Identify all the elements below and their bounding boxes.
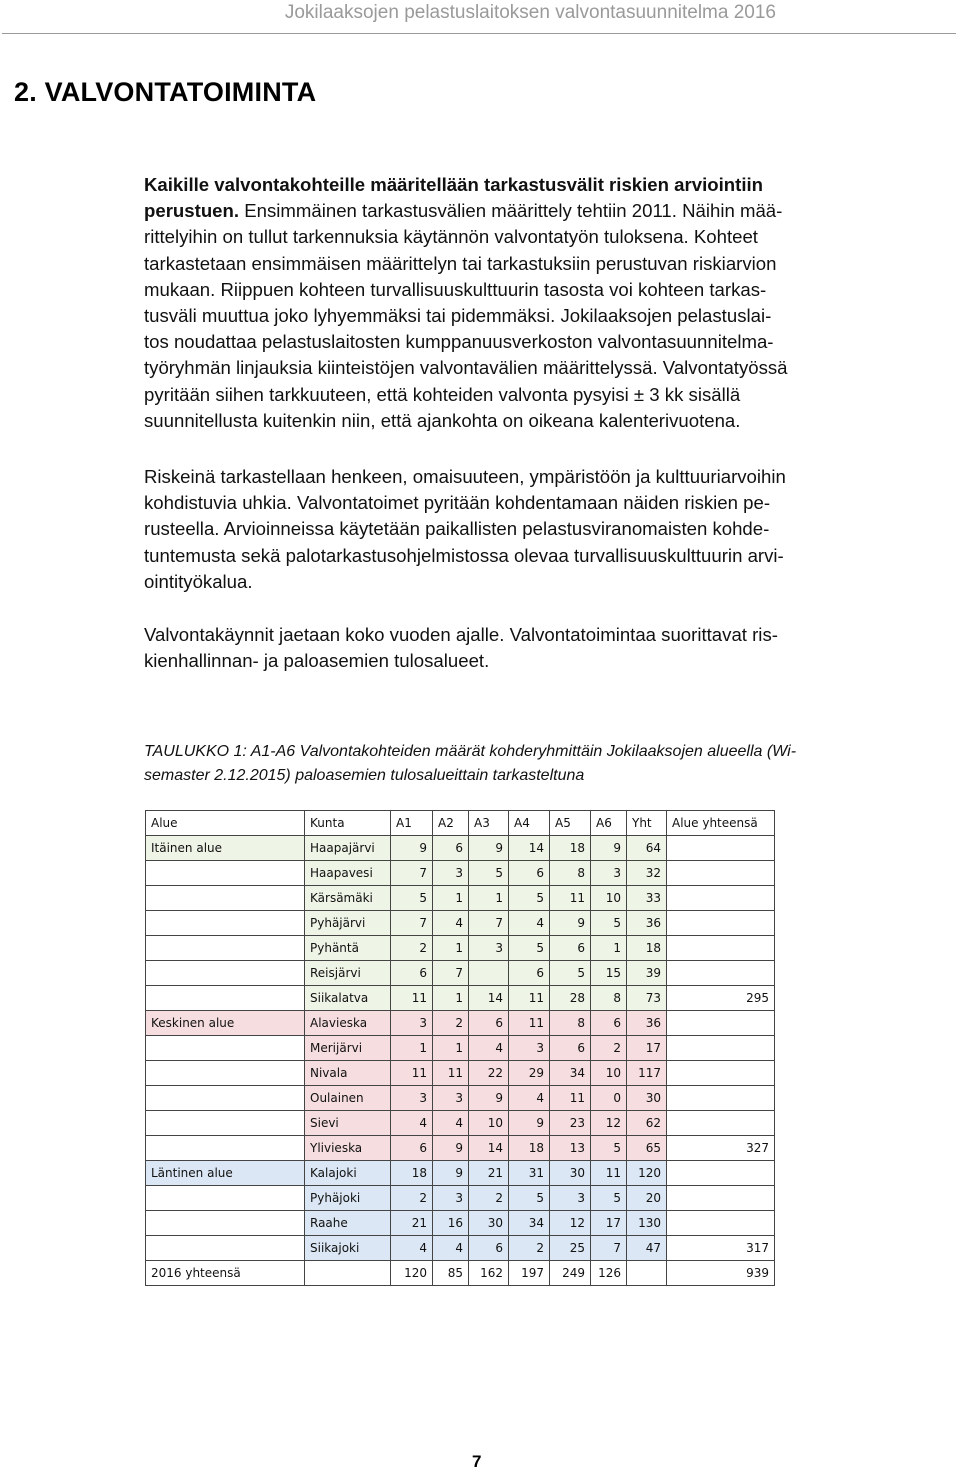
a2-cell: 85 <box>433 1261 469 1286</box>
a4-cell: 11 <box>509 1011 550 1036</box>
a3-cell: 6 <box>469 1011 509 1036</box>
municipality-cell: Ylivieska <box>305 1136 391 1161</box>
a5-cell: 11 <box>550 1086 591 1111</box>
municipality-cell: Alavieska <box>305 1011 391 1036</box>
a6-cell: 5 <box>591 911 627 936</box>
total-cell: 36 <box>627 911 667 936</box>
paragraph-line: kienhallinnan- ja paloasemien tulosalueet. <box>144 650 490 672</box>
total-cell: 30 <box>627 1086 667 1111</box>
table-row <box>146 1236 775 1261</box>
a5-cell: 8 <box>550 1011 591 1036</box>
total-cell: 47 <box>627 1236 667 1261</box>
paragraph-line: ointityökalua. <box>144 570 253 592</box>
a6-cell: 1 <box>591 936 627 961</box>
a5-cell: 249 <box>550 1261 591 1286</box>
a2-cell: 1 <box>433 1036 469 1061</box>
table-row <box>146 1011 775 1036</box>
a6-cell: 10 <box>591 886 627 911</box>
municipality-cell: Merijärvi <box>305 1036 391 1061</box>
area-cell: Läntinen alue <box>146 1161 305 1186</box>
a2-cell: 3 <box>433 861 469 886</box>
a5-cell: 18 <box>550 836 591 861</box>
table-row <box>146 836 775 861</box>
paragraph-risks <box>144 464 944 595</box>
area-total-cell <box>667 861 775 886</box>
a3-cell: 3 <box>469 936 509 961</box>
table-caption <box>144 740 944 788</box>
total-cell: 73 <box>627 986 667 1011</box>
a3-cell: 10 <box>469 1111 509 1136</box>
a6-cell: 126 <box>591 1261 627 1286</box>
a2-cell: 9 <box>433 1136 469 1161</box>
paragraph-line: Riskeinä tarkastellaan henkeen, omaisuuteen, ympäristöön ja kulttuuriarvoihin <box>144 466 786 487</box>
a2-cell: 1 <box>433 986 469 1011</box>
paragraph-line: rittelyihin on tullut tarkennuksia käytännön valvontatyön tuloksena. Kohteet <box>144 226 758 248</box>
municipality-cell: Sievi <box>305 1111 391 1136</box>
a2-cell: 11 <box>433 1061 469 1086</box>
a3-cell: 2 <box>469 1186 509 1211</box>
a5-cell: 28 <box>550 986 591 1011</box>
area-cell <box>146 1086 305 1111</box>
a1-cell: 4 <box>391 1111 433 1136</box>
a2-cell: 9 <box>433 1161 469 1186</box>
a1-cell: 11 <box>391 986 433 1011</box>
a2-cell: 4 <box>433 1236 469 1261</box>
a5-cell: 23 <box>550 1111 591 1136</box>
municipality-cell <box>305 1261 391 1286</box>
total-cell: 64 <box>627 836 667 861</box>
a3-cell: 4 <box>469 1036 509 1061</box>
area-cell <box>146 911 305 936</box>
municipality-cell: Raahe <box>305 1211 391 1236</box>
a1-cell: 3 <box>391 1011 433 1036</box>
a2-cell: 16 <box>433 1211 469 1236</box>
page-number: 7 <box>472 1452 482 1471</box>
a4-cell: 14 <box>509 836 550 861</box>
a4-cell: 2 <box>509 1236 550 1261</box>
paragraph-line: perustuen. Ensimmäinen tarkastusvälien määrittely tehtiin 2011. Näihin mää- <box>144 200 783 222</box>
chapter-title: 2. VALVONTATOIMINTA <box>14 77 317 107</box>
table-row <box>146 1061 775 1086</box>
paragraph-inspection-intervals <box>144 172 944 434</box>
area-cell <box>146 1111 305 1136</box>
municipality-cell: Pyhäjoki <box>305 1186 391 1211</box>
a5-cell: 6 <box>550 936 591 961</box>
table-row <box>146 1036 775 1061</box>
a6-cell: 8 <box>591 986 627 1011</box>
a1-cell: 4 <box>391 1236 433 1261</box>
table-body <box>146 836 775 1286</box>
a5-cell: 34 <box>550 1061 591 1086</box>
area-total-cell <box>667 1161 775 1186</box>
municipality-cell: Haapajärvi <box>305 836 391 861</box>
total-cell: 20 <box>627 1186 667 1211</box>
total-cell: 32 <box>627 861 667 886</box>
a6-cell: 2 <box>591 1036 627 1061</box>
a2-cell: 6 <box>433 836 469 861</box>
paragraph-line: Kaikille valvontakohteille määritellään tarkastusvälit riskien arviointiin <box>144 174 764 195</box>
a5-cell: 13 <box>550 1136 591 1161</box>
inspection-targets-table <box>145 810 775 1286</box>
a4-cell: 5 <box>509 886 550 911</box>
a4-cell: 18 <box>509 1136 550 1161</box>
paragraph-line: kohdistuvia uhkia. Valvontatoimet pyritään kohdentamaan näiden riskien pe- <box>144 492 771 514</box>
a2-cell: 4 <box>433 911 469 936</box>
municipality-cell: Kärsämäki <box>305 886 391 911</box>
area-cell: 2016 yhteensä <box>146 1261 305 1286</box>
total-cell: 65 <box>627 1136 667 1161</box>
a1-cell: 120 <box>391 1261 433 1286</box>
area-total-cell <box>667 911 775 936</box>
a6-cell: 7 <box>591 1236 627 1261</box>
a1-cell: 7 <box>391 911 433 936</box>
total-cell: 130 <box>627 1211 667 1236</box>
a2-cell: 7 <box>433 961 469 986</box>
a5-cell: 8 <box>550 861 591 886</box>
a1-cell: 2 <box>391 936 433 961</box>
area-total-cell <box>667 1061 775 1086</box>
a1-cell: 11 <box>391 1061 433 1086</box>
municipality-cell: Pyhäjärvi <box>305 911 391 936</box>
paragraph-line: tuntemusta sekä palotarkastusohjelmistossa olevaa turvallisuuskulttuurin arvi- <box>144 544 784 566</box>
table-row <box>146 1211 775 1236</box>
a6-cell: 12 <box>591 1111 627 1136</box>
a3-cell <box>469 961 509 986</box>
area-cell <box>146 886 305 911</box>
area-cell <box>146 861 305 886</box>
caption-line: semaster 2.12.2015) paloasemien tulosalueittain tarkasteltuna <box>144 767 585 784</box>
total-cell: 62 <box>627 1111 667 1136</box>
total-cell <box>627 1261 667 1286</box>
table-row <box>146 1136 775 1161</box>
area-total-cell <box>667 1186 775 1211</box>
total-cell: 17 <box>627 1036 667 1061</box>
a3-cell: 30 <box>469 1211 509 1236</box>
municipality-cell: Haapavesi <box>305 861 391 886</box>
a5-cell: 5 <box>550 961 591 986</box>
area-cell <box>146 961 305 986</box>
a3-cell: 6 <box>469 1236 509 1261</box>
municipality-cell: Siikajoki <box>305 1236 391 1261</box>
paragraph-line: tusväli muuttua joko lyhyemmäksi tai pidemmäksi. Jokilaaksojen pelastuslai- <box>144 305 772 327</box>
area-total-cell <box>667 1211 775 1236</box>
column-header: Alue yhteensä <box>667 811 775 836</box>
paragraph-line: tos noudattaa pelastuslaitosten kumppanuusverkoston valvontasuunnitelma- <box>144 331 774 353</box>
a1-cell: 6 <box>391 1136 433 1161</box>
column-header: Alue <box>146 811 305 836</box>
total-cell: 39 <box>627 961 667 986</box>
a3-cell: 1 <box>469 886 509 911</box>
area-cell <box>146 936 305 961</box>
a6-cell: 17 <box>591 1211 627 1236</box>
a4-cell: 6 <box>509 861 550 886</box>
a4-cell: 6 <box>509 961 550 986</box>
area-total-cell <box>667 1111 775 1136</box>
municipality-cell: Oulainen <box>305 1086 391 1111</box>
column-header: A2 <box>433 811 469 836</box>
area-cell <box>146 1186 305 1211</box>
a5-cell: 6 <box>550 1036 591 1061</box>
a1-cell: 2 <box>391 1186 433 1211</box>
a5-cell: 11 <box>550 886 591 911</box>
total-cell: 120 <box>627 1161 667 1186</box>
area-total-cell <box>667 1086 775 1111</box>
a4-cell: 3 <box>509 1036 550 1061</box>
table-row <box>146 861 775 886</box>
a2-cell: 4 <box>433 1111 469 1136</box>
a2-cell: 3 <box>433 1086 469 1111</box>
total-cell: 36 <box>627 1011 667 1036</box>
a3-cell: 162 <box>469 1261 509 1286</box>
column-header: A5 <box>550 811 591 836</box>
area-cell <box>146 1036 305 1061</box>
table-row <box>146 1261 775 1286</box>
table-row <box>146 911 775 936</box>
a3-cell: 14 <box>469 1136 509 1161</box>
a5-cell: 3 <box>550 1186 591 1211</box>
area-total-cell <box>667 836 775 861</box>
column-header: Yht <box>627 811 667 836</box>
a1-cell: 18 <box>391 1161 433 1186</box>
table-row <box>146 936 775 961</box>
column-header: A4 <box>509 811 550 836</box>
table-header-row <box>146 811 775 836</box>
caption-line: TAULUKKO 1: A1-A6 Valvontakohteiden määrät kohderyhmittäin Jokilaaksojen alueella (Wi- <box>144 743 797 760</box>
paragraph-line: suunnitellusta kuitenkin niin, että ajankohta on oikeana kalenterivuotena. <box>144 409 741 431</box>
a3-cell: 21 <box>469 1161 509 1186</box>
a6-cell: 10 <box>591 1061 627 1086</box>
area-cell: Itäinen alue <box>146 836 305 861</box>
header-divider <box>2 33 956 34</box>
municipality-cell: Siikalatva <box>305 986 391 1011</box>
a3-cell: 14 <box>469 986 509 1011</box>
area-total-cell <box>667 1036 775 1061</box>
a1-cell: 3 <box>391 1086 433 1111</box>
a6-cell: 5 <box>591 1136 627 1161</box>
a5-cell: 30 <box>550 1161 591 1186</box>
a4-cell: 5 <box>509 1186 550 1211</box>
a4-cell: 197 <box>509 1261 550 1286</box>
column-header: A1 <box>391 811 433 836</box>
a1-cell: 1 <box>391 1036 433 1061</box>
a6-cell: 5 <box>591 1186 627 1211</box>
a4-cell: 4 <box>509 1086 550 1111</box>
area-total-cell <box>667 1011 775 1036</box>
a4-cell: 5 <box>509 936 550 961</box>
a3-cell: 9 <box>469 1086 509 1111</box>
area-cell <box>146 1236 305 1261</box>
a4-cell: 9 <box>509 1111 550 1136</box>
paragraph-line: työryhmän linjauksia kiinteistöjen valvontavälien määrittelyssä. Valvontatyössä <box>144 357 788 379</box>
paragraph-line: rusteella. Arvioinneissa käytetään paikallisten pelastusviranomaisten kohde- <box>144 518 770 540</box>
table-row <box>146 1111 775 1136</box>
area-total-cell: 317 <box>667 1236 775 1261</box>
area-cell <box>146 1061 305 1086</box>
a3-cell: 9 <box>469 836 509 861</box>
area-cell <box>146 1136 305 1161</box>
a2-cell: 2 <box>433 1011 469 1036</box>
a1-cell: 7 <box>391 861 433 886</box>
a2-cell: 1 <box>433 936 469 961</box>
area-total-cell <box>667 961 775 986</box>
a2-cell: 1 <box>433 886 469 911</box>
paragraph-visits <box>144 622 944 674</box>
a4-cell: 11 <box>509 986 550 1011</box>
a6-cell: 0 <box>591 1086 627 1111</box>
a2-cell: 3 <box>433 1186 469 1211</box>
total-cell: 33 <box>627 886 667 911</box>
area-total-cell: 295 <box>667 986 775 1011</box>
table-row <box>146 1086 775 1111</box>
total-cell: 18 <box>627 936 667 961</box>
area-total-cell <box>667 886 775 911</box>
a4-cell: 31 <box>509 1161 550 1186</box>
a1-cell: 5 <box>391 886 433 911</box>
area-total-cell <box>667 936 775 961</box>
a3-cell: 5 <box>469 861 509 886</box>
paragraph-line: mukaan. Riippuen kohteen turvallisuuskulttuurin tasosta voi kohteen tarkas- <box>144 278 767 300</box>
a1-cell: 9 <box>391 836 433 861</box>
municipality-cell: Nivala <box>305 1061 391 1086</box>
a6-cell: 6 <box>591 1011 627 1036</box>
a4-cell: 34 <box>509 1211 550 1236</box>
running-header: Jokilaaksojen pelastuslaitoksen valvontasuunnitelma 2016 <box>284 2 776 23</box>
paragraph-line: tarkastetaan ensimmäisen määrittelyn tai tarkastuksiin perustuvan riskiarvion <box>144 252 777 274</box>
paragraph-line: Valvontakäynnit jaetaan koko vuoden ajalle. Valvontatoimintaa suorittavat ris- <box>144 624 778 645</box>
total-cell: 117 <box>627 1061 667 1086</box>
a3-cell: 22 <box>469 1061 509 1086</box>
a6-cell: 9 <box>591 836 627 861</box>
table-row <box>146 986 775 1011</box>
a4-cell: 4 <box>509 911 550 936</box>
municipality-cell: Reisjärvi <box>305 961 391 986</box>
a4-cell: 29 <box>509 1061 550 1086</box>
paragraph-line: pyritään siihen tarkkuuteen, että kohteiden valvonta pysyisi ± 3 kk sisällä <box>144 383 741 405</box>
table-row <box>146 961 775 986</box>
area-total-cell: 327 <box>667 1136 775 1161</box>
area-cell: Keskinen alue <box>146 1011 305 1036</box>
area-cell <box>146 1211 305 1236</box>
column-header: A6 <box>591 811 627 836</box>
a3-cell: 7 <box>469 911 509 936</box>
a1-cell: 6 <box>391 961 433 986</box>
column-header: Kunta <box>305 811 391 836</box>
area-cell <box>146 986 305 1011</box>
table-row <box>146 1161 775 1186</box>
municipality-cell: Pyhäntä <box>305 936 391 961</box>
a6-cell: 15 <box>591 961 627 986</box>
municipality-cell: Kalajoki <box>305 1161 391 1186</box>
a5-cell: 25 <box>550 1236 591 1261</box>
a5-cell: 12 <box>550 1211 591 1236</box>
area-total-cell: 939 <box>667 1261 775 1286</box>
a6-cell: 3 <box>591 861 627 886</box>
a1-cell: 21 <box>391 1211 433 1236</box>
a6-cell: 11 <box>591 1161 627 1186</box>
a5-cell: 9 <box>550 911 591 936</box>
table-row <box>146 1186 775 1211</box>
table-row <box>146 886 775 911</box>
column-header: A3 <box>469 811 509 836</box>
